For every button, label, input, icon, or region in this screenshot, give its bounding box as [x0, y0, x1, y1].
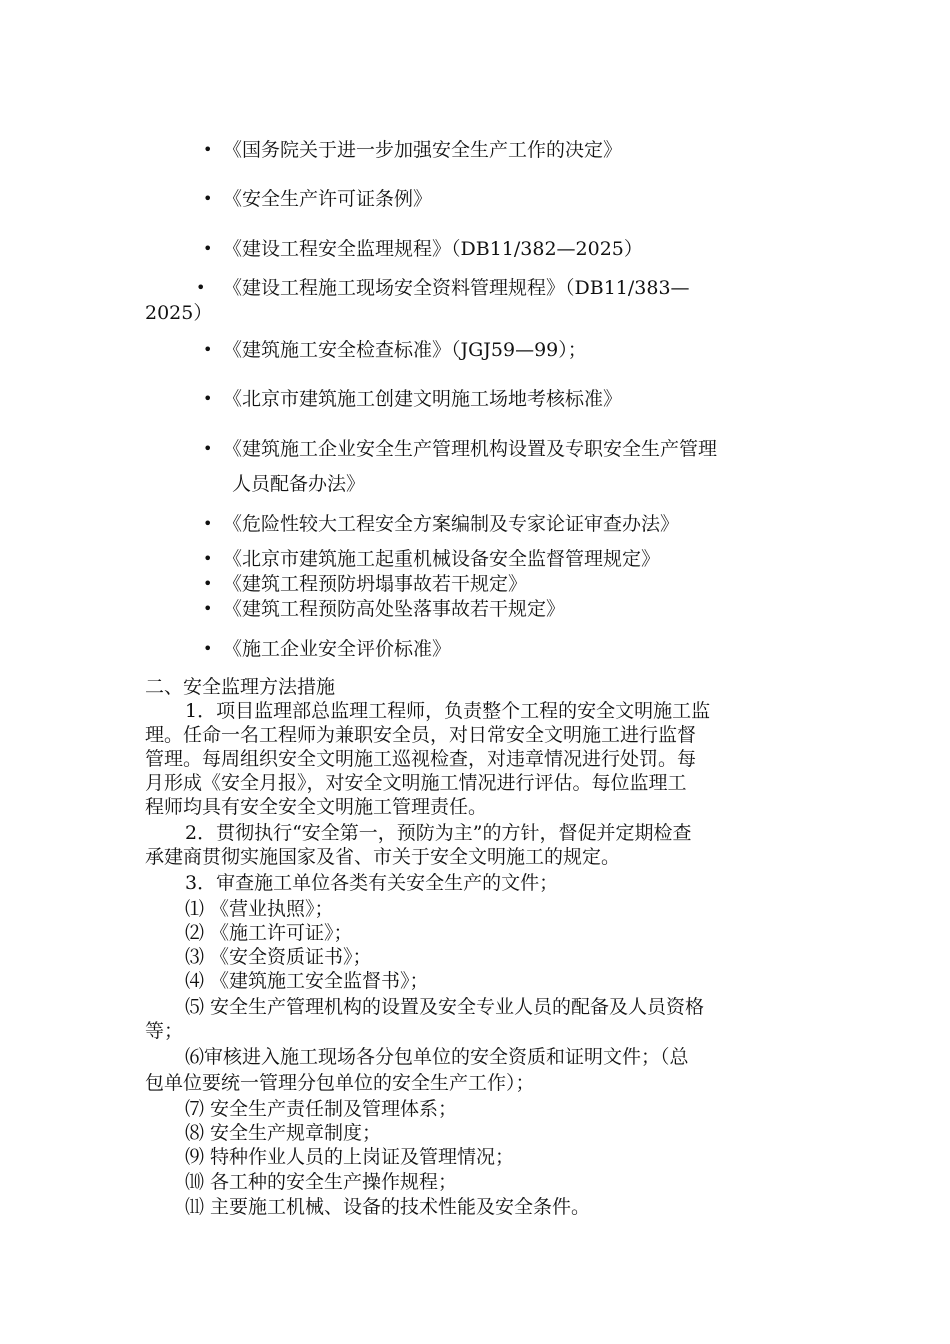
bullet-marker: •	[203, 340, 213, 359]
body-line: 等；	[145, 1020, 184, 1042]
bullet-marker: •	[203, 514, 213, 533]
bullet-marker: •	[203, 639, 213, 658]
body-line: ⑶ 《安全资质证书》；	[185, 946, 372, 968]
reference-item: 《国务院关于进一步加强安全生产工作的决定》	[223, 139, 623, 161]
body-line: 承建商贯彻实施国家及省、市关于安全文明施工的规定。	[145, 846, 621, 868]
bullet-marker: •	[203, 239, 213, 258]
body-line: 1．项目监理部总监理工程师，负责整个工程的安全文明施工监	[185, 700, 711, 722]
body-line: 月形成《安全月报》，对安全文明施工情况进行评估。每位监理工	[145, 772, 687, 794]
reference-item: 《建设工程施工现场安全资料管理规程》（DB11/383—	[223, 277, 690, 299]
reference-item-continuation: 2025）	[145, 302, 213, 324]
bullet-marker: •	[203, 574, 213, 593]
bullet-marker: •	[196, 278, 206, 297]
body-line: ⑽ 各工种的安全生产操作规程；	[185, 1171, 458, 1193]
body-line: ⑺ 安全生产责任制及管理体系；	[185, 1098, 458, 1120]
reference-item: 《北京市建筑施工起重机械设备安全监督管理规定》	[223, 548, 661, 570]
body-line: ⑸ 安全生产管理机构的设置及安全专业人员的配备及人员资格	[185, 996, 705, 1018]
reference-item: 《北京市建筑施工创建文明施工场地考核标准》	[223, 388, 623, 410]
body-line: ⑹审核进入施工现场各分包单位的安全资质和证明文件；（总	[185, 1046, 689, 1068]
body-line: 程师均具有安全安全文明施工管理责任。	[145, 796, 488, 818]
body-line: ⑵ 《施工许可证》；	[185, 922, 353, 944]
bullet-marker: •	[203, 189, 213, 208]
body-line: 理。任命一名工程师为兼职安全员，对日常安全文明施工进行监督	[145, 724, 697, 746]
bullet-marker: •	[203, 439, 213, 458]
bullet-marker: •	[203, 389, 213, 408]
bullet-marker: •	[203, 140, 213, 159]
body-line: 3．审查施工单位各类有关安全生产的文件；	[185, 872, 559, 894]
bullet-marker: •	[203, 599, 213, 618]
reference-item: 《建筑施工安全检查标准》（JGJ59—99）；	[223, 339, 587, 361]
reference-item: 《建筑施工企业安全生产管理机构设置及专职安全生产管理	[223, 438, 718, 460]
bullet-marker: •	[203, 549, 213, 568]
body-line: 包单位要统一管理分包单位的安全生产工作）；	[145, 1072, 535, 1094]
reference-item: 《建筑工程预防坍塌事故若干规定》	[223, 573, 528, 595]
section-heading: 二、安全监理方法措施	[145, 676, 336, 698]
body-line: ⑷ 《建筑施工安全监督书》；	[185, 970, 429, 992]
reference-item: 《安全生产许可证条例》	[223, 188, 433, 210]
body-line: ⑾ 主要施工机械、设备的技术性能及安全条件。	[185, 1196, 591, 1218]
reference-item: 《危险性较大工程安全方案编制及专家论证审查办法》	[223, 513, 680, 535]
body-line: ⑻ 安全生产规章制度；	[185, 1122, 382, 1144]
body-line: ⑼ 特种作业人员的上岗证及管理情况；	[185, 1146, 515, 1168]
reference-item: 《施工企业安全评价标准》	[223, 638, 452, 660]
reference-item: 《建筑工程预防高处坠落事故若干规定》	[223, 598, 566, 620]
body-line: ⑴ 《营业执照》；	[185, 898, 334, 920]
body-line: 2．贯彻执行“安全第一，预防为主”的方针，督促并定期检查	[185, 822, 692, 844]
body-line: 管理。每周组织安全文明施工巡视检查，对违章情况进行处罚。每	[145, 748, 697, 770]
reference-item-continuation: 人员配备办法》	[232, 473, 366, 495]
reference-item: 《建设工程安全监理规程》（DB11/382—2025）	[223, 238, 643, 260]
